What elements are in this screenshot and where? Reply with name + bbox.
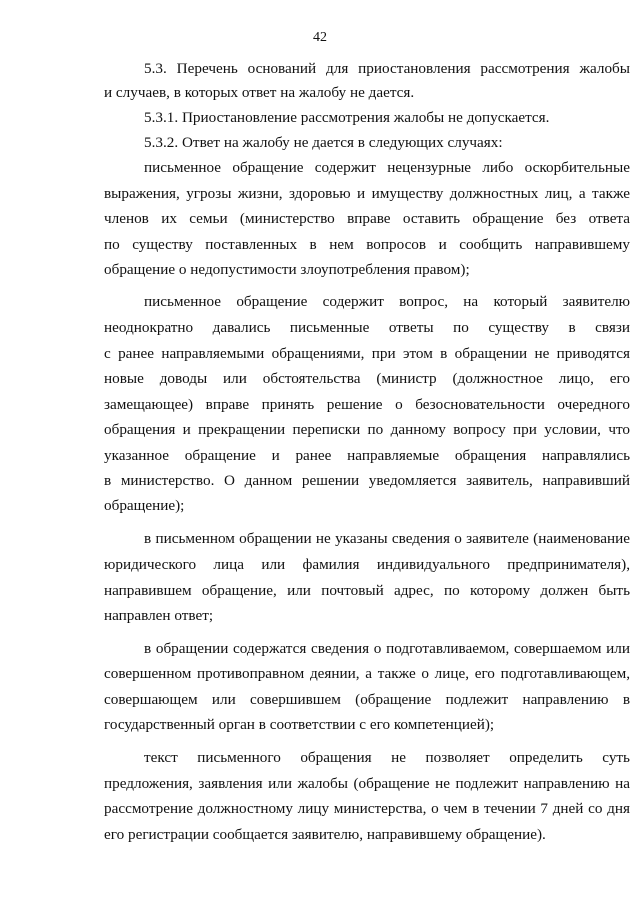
text-line: текст письменного обращения не позволяет определить суть — [144, 749, 630, 766]
text-line: его регистрации сообщается заявителю, направившему обращение). — [104, 826, 546, 843]
page-number: 42 — [313, 30, 327, 45]
text-line: обращения и прекращении переписки по данному вопросу при условии, что — [104, 421, 630, 438]
text-line: направлен ответ; — [104, 607, 214, 624]
text-line: в письменном обращении не указаны сведения о заявителе (наименование — [144, 530, 630, 547]
text-line: новые доводы или обстоятельства (министр (должностное лицо, его — [104, 370, 630, 387]
text-line: обращение); — [104, 497, 185, 514]
text-line: юридического лица или фамилия индивидуального предпринимателя), — [104, 556, 630, 573]
text-line: с ранее направляемыми обращениями, при этом в обращении не приводятся — [104, 345, 630, 362]
text-line: замещающее) вправе принять решение о безосновательности очередного — [104, 396, 630, 413]
text-line: неоднократно давались письменные ответы по существу в связи — [104, 319, 630, 336]
text-line: членов их семьи (министерство вправе оставить обращение без ответа — [104, 210, 630, 227]
text-line: направившем обращение, или почтовый адрес, по которому должен быть — [104, 582, 630, 599]
text-line: рассмотрение должностному лицу министерства, о чем в течении 7 дней со дня — [104, 800, 630, 817]
text-line: 5.3.1. Приостановление рассмотрения жалобы не допускается. — [144, 109, 550, 126]
text-line: и случаев, в которых ответ на жалобу не дается. — [104, 84, 415, 101]
text-line: обращение о недопустимости злоупотребления правом); — [104, 261, 470, 278]
text-line: указанное обращение и ранее направляемые обращения направлялись — [104, 447, 630, 464]
text-line: совершающем или совершившем (обращение подлежит направлению в — [104, 691, 630, 708]
text-line: 5.3.2. Ответ на жалобу не дается в следующих случаях: — [144, 134, 503, 151]
text-line: по существу поставленных в нем вопросов и сообщить направившему — [104, 236, 630, 253]
text-line: в министерство. О данном решении уведомляется заявитель, направивший — [104, 472, 630, 489]
text-line: предложения, заявления или жалобы (обращение не подлежит направлению на — [104, 775, 630, 792]
text-line: письменное обращение содержит вопрос, на который заявителю — [144, 293, 630, 310]
text-line: государственный орган в соответствии с его компетенцией); — [104, 716, 495, 733]
text-line: письменное обращение содержит нецензурные либо оскорбительные — [144, 159, 630, 176]
text-line: 5.3. Перечень оснований для приостановления рассмотрения жалобы — [144, 60, 630, 77]
text-line: совершенном противоправном деянии, а также о лице, его подготавливающем, — [104, 665, 630, 682]
text-line: выражения, угрозы жизни, здоровью и имуществу должностных лиц, а также — [104, 185, 630, 202]
text-line: в обращении содержатся сведения о подготавливаемом, совершаемом или — [144, 640, 630, 657]
